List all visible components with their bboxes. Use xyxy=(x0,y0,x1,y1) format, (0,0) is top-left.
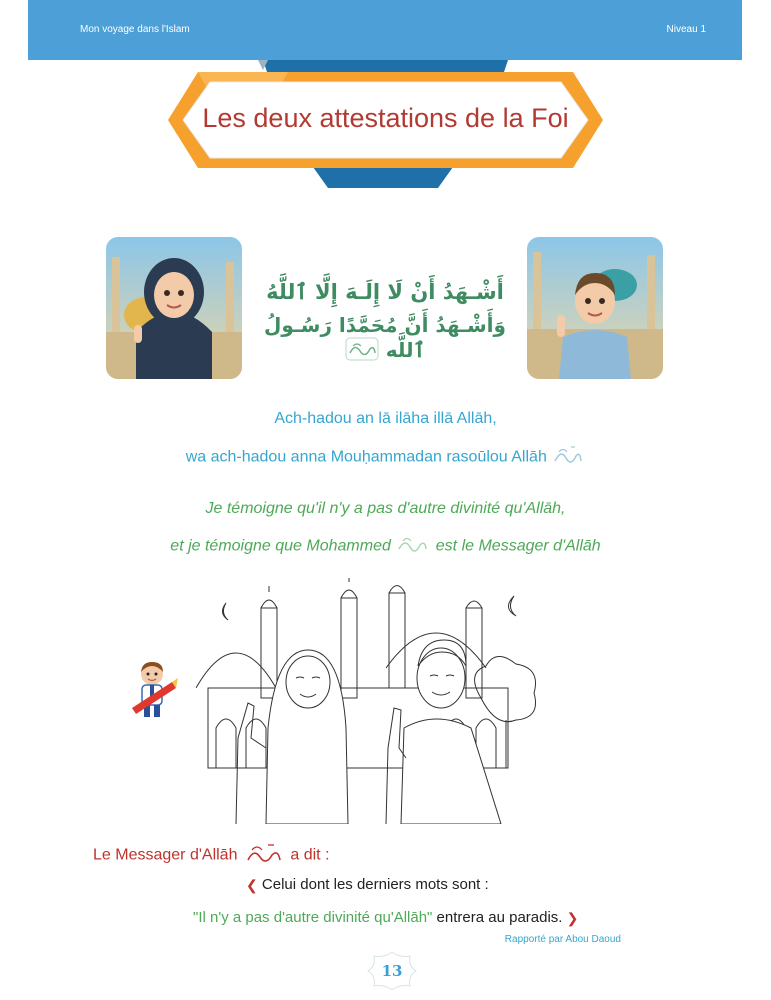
shahada-french-line2-a: et je témoigne que Mohammed xyxy=(170,537,391,555)
shahada-arabic-line2 xyxy=(245,313,525,366)
ornament-close-icon: ❯ xyxy=(566,909,579,926)
shahada-transliteration-line2 xyxy=(0,441,771,474)
shahada-arabic-line2-text: وَأَشْـهَدُ أَنَّ مُحَمَّدًا رَسُـولُ ٱللَّه xyxy=(264,313,506,362)
kid-with-pencil-illustration xyxy=(128,660,180,722)
header-bar xyxy=(28,0,742,60)
salawat-calligraphy-icon xyxy=(345,337,379,366)
salawat-calligraphy-icon xyxy=(551,441,585,474)
level-label: Niveau 1 xyxy=(666,24,706,35)
hadith-line1-text: Celui dont les derniers mots sont : xyxy=(261,876,489,893)
hadith-intro-a: Le Messager d'Allāh xyxy=(93,846,238,864)
shahada-arabic-line1: أَشْـهَدُ أَنْ لَا إِلَـهَ إِلَّا ٱللَّهُ xyxy=(266,280,504,304)
shahada-transliteration-line1: Ach-hadou an lā ilāha illā Allāh, xyxy=(274,410,497,427)
shahada-french-line2 xyxy=(0,531,771,562)
girl-portrait xyxy=(106,237,242,379)
shahada-transliteration-line2-text: wa ach-hadou anna Mouḥammadan rasoūlou Allāh xyxy=(185,448,547,466)
hadith-line2-rest: entrera au paradis. xyxy=(432,909,563,926)
shahada-french-line1: Je témoigne qu'il n'y a pas d'autre divinité qu'Allāh, xyxy=(205,500,566,517)
page-title: Les deux attestations de la Foi xyxy=(202,103,569,133)
page-number: 13 xyxy=(381,962,403,980)
shahada-french-line2-b: est le Messager d'Allāh xyxy=(435,537,601,555)
hadith-intro-b: a dit : xyxy=(290,846,330,864)
coloring-drawing xyxy=(196,578,546,824)
salawat-calligraphy-icon xyxy=(242,838,286,873)
title-banner xyxy=(168,60,603,190)
ornament-open-icon: ❮ xyxy=(246,876,258,893)
hadith-source: Rapporté par Abou Daoud xyxy=(504,934,621,945)
hadith-line2 xyxy=(193,909,578,927)
page-number-badge xyxy=(366,950,418,992)
hadith-intro xyxy=(93,838,330,873)
boy-portrait xyxy=(527,237,663,379)
hadith-quote: "Il n'y a pas d'autre divinité qu'Allāh" xyxy=(193,909,433,926)
salawat-calligraphy-icon xyxy=(395,531,431,562)
book-title: Mon voyage dans l'Islam xyxy=(80,24,190,35)
hadith-line1 xyxy=(246,876,489,894)
